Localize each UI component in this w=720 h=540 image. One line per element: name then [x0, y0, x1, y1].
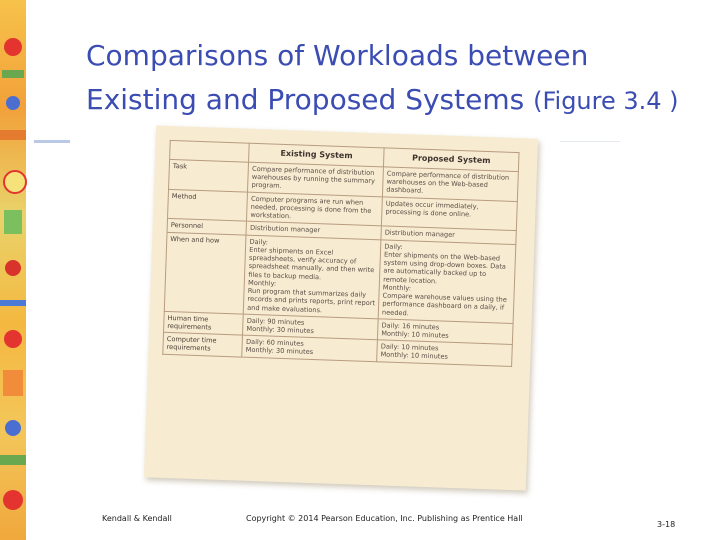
decorative-dot: [5, 420, 21, 436]
slide-title-line-2: [86, 78, 706, 123]
row-label: Personnel: [167, 219, 247, 235]
proposed-cell: Updates occur immediately, processing is done online.: [382, 197, 518, 231]
proposed-cell: Daily: Enter shipments on the Web-based system using drop-down boxes. Data are automatically backed up to remote location. Monthly: Compare warehouse values using the performance dashboard on a daily, if needed.: [378, 239, 516, 323]
existing-cell: Compare performance of distribution warehouses by running the summary program.: [248, 162, 384, 196]
page-number: 3-18: [657, 520, 676, 529]
proposed-cell: Distribution manager: [381, 226, 516, 244]
slide-title: [86, 34, 706, 123]
existing-cell: Distribution manager: [246, 222, 381, 240]
decorative-bar: [3, 370, 23, 396]
decorative-dot: [6, 96, 20, 110]
footer-copyright: Copyright © 2014 Pearson Education, Inc. Publishing as Prentice Hall: [246, 514, 523, 523]
decorative-dot: [5, 260, 21, 276]
existing-cell: Daily: 90 minutes Monthly: 30 minutes: [243, 314, 379, 340]
figure-image: [144, 125, 538, 490]
proposed-cell: Daily: 16 minutes Monthly: 10 minutes: [378, 319, 514, 345]
decorative-rule: [560, 141, 620, 142]
decorative-dot: [4, 330, 22, 348]
decorative-dot: [3, 490, 23, 510]
figure-reference: (Figure 3.4 ): [533, 87, 679, 115]
existing-cell: Daily: Enter shipments on Excel spreadsheets, verify accuracy of spreadsheet manually, and then write files to backup media. Monthly: Run program that summarizes daily records and prints reports, print report and make evaluations.: [244, 235, 382, 319]
row-label: Human time requirements: [164, 311, 244, 335]
decorative-dot: [4, 38, 22, 56]
row-label: Task: [169, 159, 249, 191]
footer-author: Kendall & Kendall: [102, 514, 172, 523]
slide-title-line-1: Comparisons of Workloads between: [86, 39, 589, 72]
column-header-existing: Existing System: [249, 143, 384, 167]
row-label: When and how: [164, 232, 246, 314]
decorative-side-strip: [0, 0, 26, 540]
decorative-bar: [0, 455, 26, 465]
decorative-bar: [0, 300, 26, 306]
decorative-bar: [2, 70, 24, 78]
row-label: Computer time requirements: [163, 333, 243, 357]
row-label: Method: [168, 189, 248, 221]
decorative-bar: [0, 130, 26, 140]
existing-cell: Daily: 60 minutes Monthly: 30 minutes: [242, 335, 378, 361]
decorative-bar: [4, 210, 22, 234]
proposed-cell: Daily: 10 minutes Monthly: 10 minutes: [377, 340, 513, 366]
workload-comparison-table: [162, 140, 519, 367]
existing-cell: Computer programs are run when needed, processing is done from the workstation.: [247, 192, 383, 226]
proposed-cell: Compare performance of distribution warehouses on the Web-based dashboard.: [383, 167, 519, 201]
decorative-dot: [3, 170, 27, 194]
slide-title-line-2-text: Existing and Proposed Systems: [86, 83, 534, 116]
decorative-rule: [34, 140, 70, 143]
table-row: [164, 232, 516, 323]
column-header-proposed: Proposed System: [384, 148, 519, 172]
